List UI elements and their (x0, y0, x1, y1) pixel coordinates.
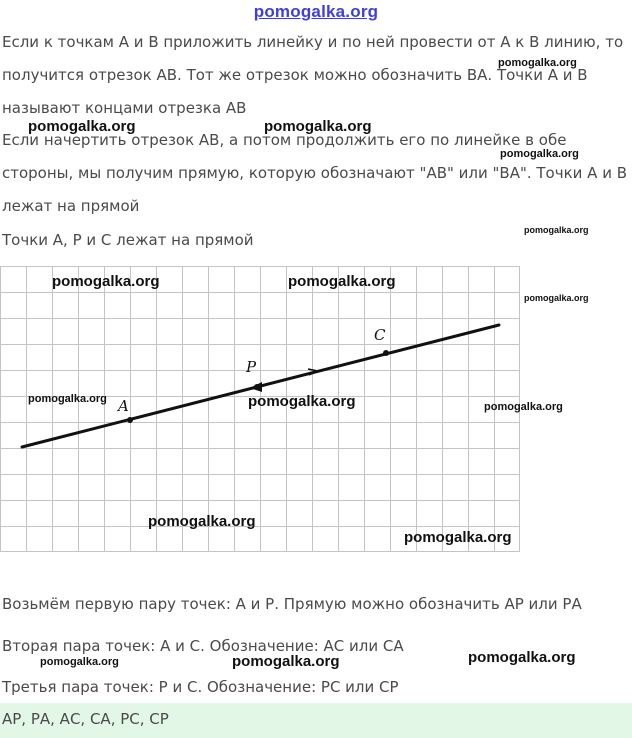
watermark: pomogalka.org (524, 225, 589, 235)
watermark: pomogalka.org (28, 393, 107, 405)
watermark: pomogalka.org (148, 513, 256, 530)
watermark: pomogalka.org (404, 529, 512, 546)
watermark: pomogalka.org (248, 393, 356, 410)
site-logo-link[interactable]: pomogalka.org (253, 2, 379, 21)
point-c-label: C (374, 326, 386, 344)
point-a-label: A (118, 397, 129, 415)
answer-box (0, 703, 632, 738)
watermark: pomogalka.org (40, 656, 119, 668)
watermark: pomogalka.org (484, 401, 563, 413)
watermark: pomogalka.org (52, 273, 160, 290)
watermark: pomogalka.org (28, 118, 136, 135)
text-line-pair-ap: Возьмём первую пару точек: А и Р. Прямую можно обозначить АР или РА (2, 595, 582, 613)
text-line-pair-ac: Вторая пара точек: А и С. Обозначение: АС или СА (2, 637, 404, 655)
answer-text: АР, РА, АС, СА, РС, СР (2, 710, 169, 728)
watermark: pomogalka.org (264, 118, 372, 135)
watermark: pomogalka.org (524, 293, 589, 303)
watermark: pomogalka.org (500, 148, 579, 160)
watermark: pomogalka.org (498, 57, 577, 69)
paragraph-points-on-line: Точки А, Р и С лежат на прямой (2, 231, 254, 249)
point-c-dot (383, 350, 389, 356)
point-p-label: P (246, 358, 257, 376)
point-a-dot (127, 417, 133, 423)
text-line-pair-pc: Третья пара точек: Р и С. Обозначение: РС или СР (2, 678, 399, 696)
paragraph-segment-definition: Если к точкам А и В приложить линейку и по ней провести от А к В линию, то получится отрезок АВ. Тот же отрезок можно обозначить ВА. Точки А и В называют концами отрезка АВ (2, 33, 624, 117)
watermark: pomogalka.org (468, 649, 576, 666)
watermark: pomogalka.org (232, 653, 340, 670)
watermark: pomogalka.org (288, 273, 396, 290)
paragraph-line-definition: Если начертить отрезок АВ, а потом продолжить его по линейке в обе стороны, мы получим прямую, которую обозначают "АВ" или "ВА". Точки А и В лежат на прямой (2, 131, 628, 215)
